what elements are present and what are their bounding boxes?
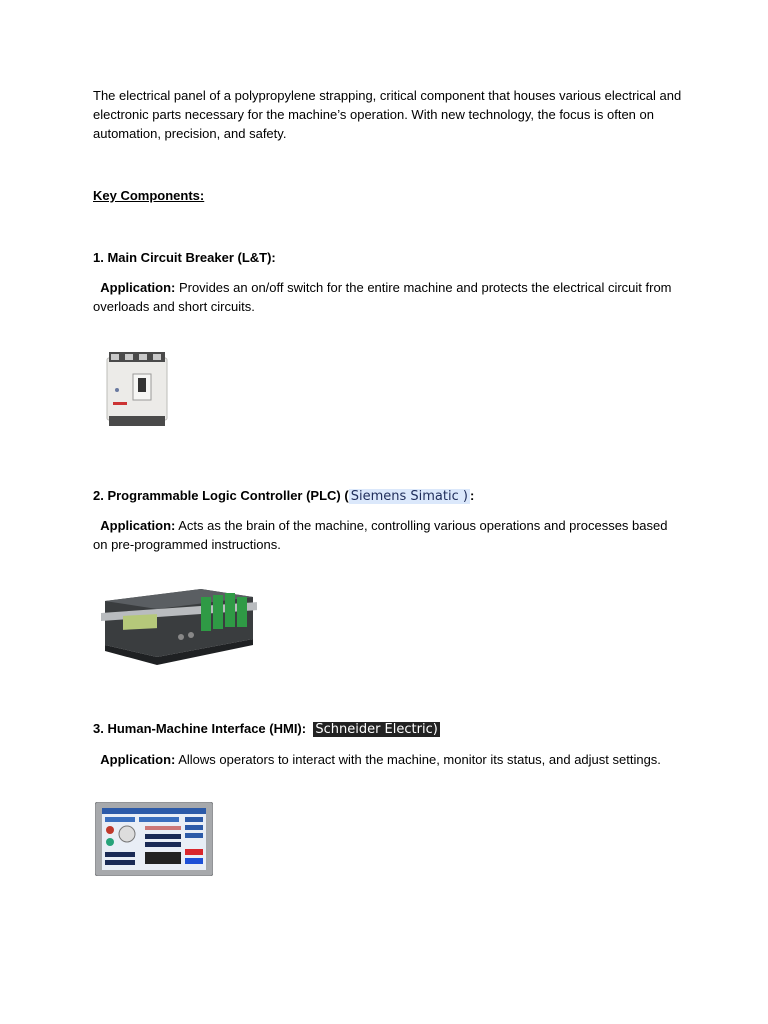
heading-text: 2. Programmable Logic Controller (PLC) (: [93, 488, 349, 503]
item-1-heading: 1. Main Circuit Breaker (L&T):: [93, 250, 276, 265]
heading-end: :: [469, 488, 475, 503]
intro-paragraph: The electrical panel of a polypropylene strapping, critical component that houses various electrical and electronic parts necessary for the machine’s operation. With new technology, the focus is often on automation, precision, and safety.: [93, 88, 682, 141]
item-3-heading: [93, 719, 683, 739]
item-2-application: [93, 516, 683, 554]
application-label: Application:: [100, 280, 176, 295]
item-2-heading: [93, 486, 683, 506]
application-label: Application:: [100, 752, 176, 767]
plc-photo: [101, 575, 257, 667]
application-text: Acts as the brain of the machine, controlling various operations and processes based on pre-programmed instructions.: [93, 518, 668, 552]
brand-highlight: Schneider Electric): [315, 722, 438, 737]
brand-highlight: Siemens Simatic ): [350, 489, 468, 504]
circuit-breaker-photo: [105, 350, 169, 428]
application-text: Allows operators to interact with the machine, monitor its status, and adjust settings.: [175, 752, 661, 767]
item-3-application: [93, 750, 683, 769]
hmi-photo: [95, 802, 213, 876]
application-label: Application:: [100, 518, 176, 533]
application-text: Provides an on/off switch for the entire machine and protects the electrical circuit from overloads and short circuits.: [93, 280, 672, 314]
heading-text: 3. Human-Machine Interface (HMI):: [93, 721, 307, 736]
key-components-heading: Key Components:: [93, 188, 205, 203]
item-1-application: [93, 278, 683, 316]
